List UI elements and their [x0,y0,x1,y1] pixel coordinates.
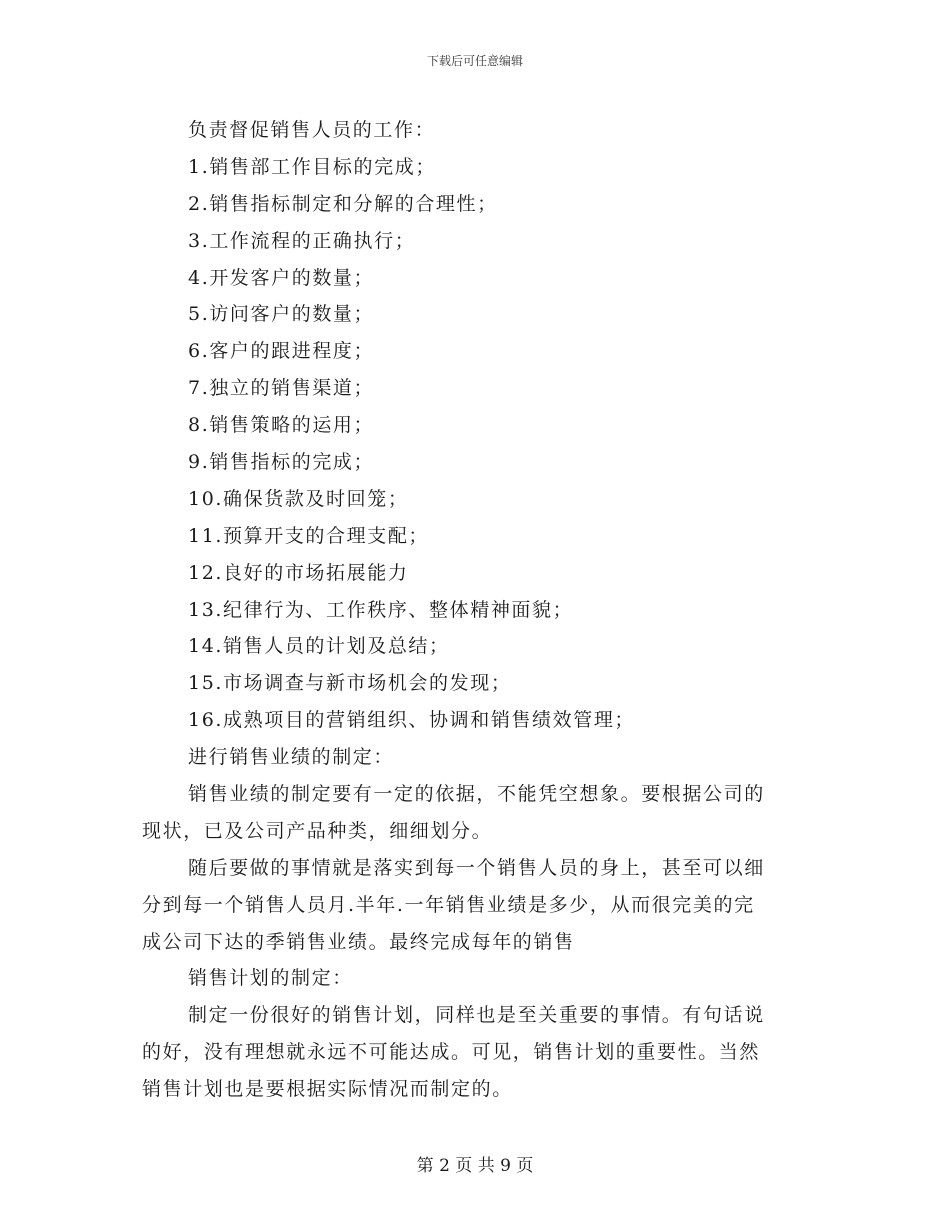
list-item: 13.纪律行为、工作秩序、整体精神面貌； [188,598,574,621]
page-number-footer: 第 2 页 共 9 页 [416,1156,534,1176]
paragraph-line: 随后要做的事情就是落实到每一个销售人员的身上，甚至可以细 [188,856,765,879]
section-heading-performance: 进行销售业绩的制定： [188,746,395,769]
list-item: 12.良好的市场拓展能力 [188,561,409,584]
list-item: 8.销售策略的运用； [188,414,375,437]
paragraph-line: 的好，没有理想就永远不可能达成。可见，销售计划的重要性。当然 [142,1041,761,1064]
document-body [142,112,808,1108]
list-item: 15.市场调查与新市场机会的发现； [188,672,512,695]
list-item: 16.成熟项目的营销组织、协调和销售绩效管理； [188,709,636,732]
list-item: 11.预算开支的合理支配； [188,524,430,547]
list-item: 6.客户的跟进程度； [188,340,375,363]
paragraph-line: 销售计划也是要根据实际情况而制定的。 [142,1078,513,1101]
section-heading-sales-plan: 销售计划的制定： [188,967,353,990]
page-header: 下载后可任意编辑 [426,54,523,68]
section-heading-duties: 负责督促销售人员的工作： [188,119,436,141]
paragraph-line: 制定一份很好的销售计划，同样也是至关重要的事情。有句话说 [188,1004,765,1027]
paragraph-line: 销售业绩的制定要有一定的依据，不能凭空想象。要根据公司的 [188,783,765,806]
list-item: 2.销售指标制定和分解的合理性； [188,192,498,215]
paragraph-line: 现状，已及公司产品种类，细细划分。 [142,819,493,842]
list-item: 1.销售部工作目标的完成； [188,155,436,178]
list-item: 7.独立的销售渠道； [188,377,375,400]
list-item: 10.确保货款及时回笼； [188,487,409,510]
paragraph-line: 成公司下达的季销售业绩。最终完成每年的销售 [142,930,575,953]
list-item: 9.销售指标的完成； [188,451,375,474]
list-item: 3.工作流程的正确执行； [188,229,416,252]
paragraph-line: 分到每一个销售人员月.半年.一年销售业绩是多少，从而很完美的完 [142,893,755,916]
list-item: 5.访问客户的数量； [188,303,375,326]
list-item: 4.开发客户的数量； [188,266,375,289]
list-item: 14.销售人员的计划及总结； [188,635,450,658]
